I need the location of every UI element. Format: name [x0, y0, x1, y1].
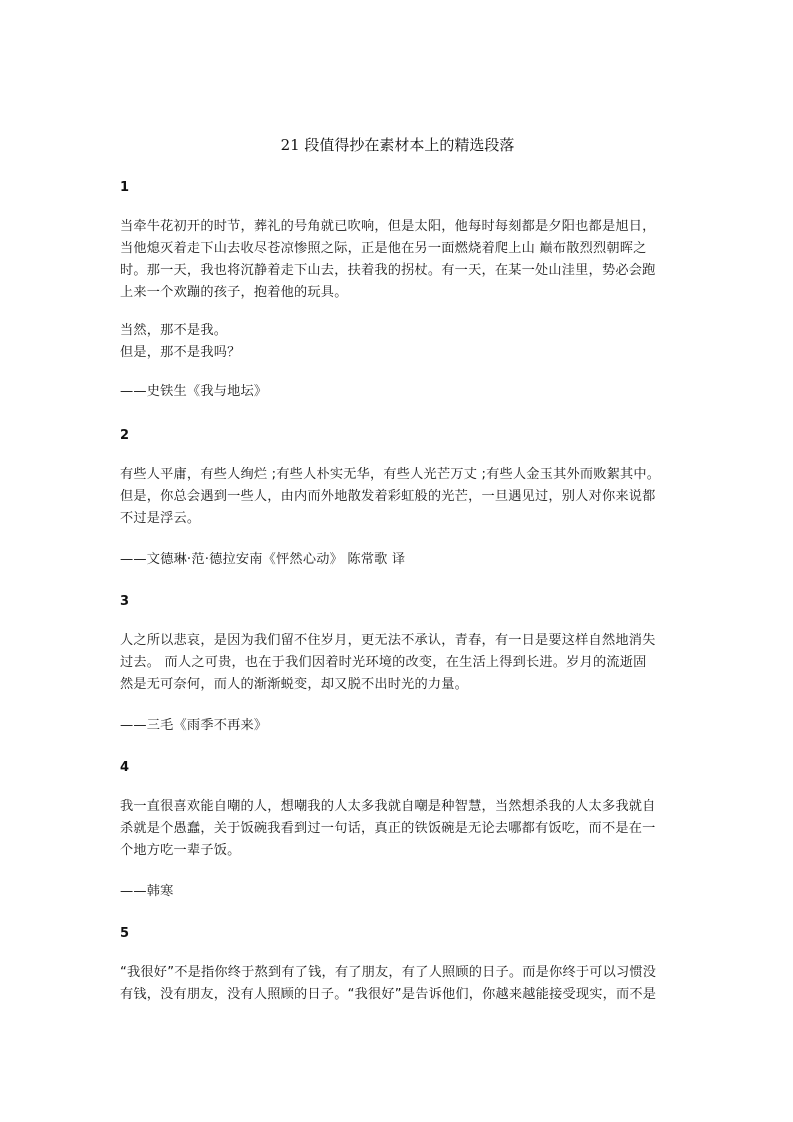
paragraph-line: “我很好”不是指你终于熬到有了钱，有了朋友，有了人照顾的日子。而是你终于可以习惯没 [120, 965, 657, 980]
section-number: 1 [120, 180, 130, 195]
section-number: 2 [120, 428, 130, 443]
attribution: ——史铁生《我与地坛》 [120, 384, 268, 399]
paragraph-line: 时。那一天，我也将沉静着走下山去，扶着我的拐杖。有一天，在某一处山洼里，势必会跑 [120, 263, 656, 278]
paragraph-line: 我一直很喜欢能自嘲的人，想嘲我的人太多我就自嘲是种智慧，当然想杀我的人太多我就自 [120, 799, 656, 814]
paragraph-line: 不过是浮云。 [120, 511, 201, 526]
attribution: ——文德琳·范·德拉安南《怦然心动》 陈常歌 译 [120, 552, 406, 567]
paragraph-line: 过去。 而人之可贵，也在于我们因着时光环境的改变，在生活上得到长进。岁月的流逝固 [120, 655, 647, 670]
paragraph-line: 当牵牛花初开的时节，葬礼的号角就已吹响，但是太阳，他每时每刻都是夕阳也都是旭日， [120, 219, 656, 234]
section-extra-lines [120, 320, 675, 364]
section-number: 5 [120, 926, 130, 941]
section-paragraph [120, 962, 675, 1006]
section-paragraph [120, 796, 675, 862]
section-number: 3 [120, 594, 130, 609]
paragraph-line: 当他熄灭着走下山去收尽苍凉惨照之际，正是他在另一面燃烧着爬上山 巅布散烈烈朝晖之 [120, 241, 647, 256]
section-number: 4 [120, 760, 130, 775]
attribution: ——三毛《雨季不再来》 [120, 718, 268, 733]
section-paragraph [120, 630, 675, 696]
section-paragraph [120, 464, 675, 530]
paragraph-line: 人之所以悲哀，是因为我们留不住岁月，更无法不承认，青春，有一日是要这样自然地消失 [120, 633, 656, 648]
attribution: ——韩寒 [120, 884, 174, 899]
paragraph-line: 但是，那不是我吗？ [120, 345, 241, 360]
paragraph-line: 当然，那不是我。 [120, 323, 228, 338]
paragraph-line: 上来一个欢蹦的孩子，抱着他的玩具。 [120, 285, 348, 300]
paragraph-line: 但是，你总会遇到一些人，由内而外地散发着彩虹般的光芒，一旦遇见过，别人对你来说都 [120, 489, 656, 504]
paragraph-line: 然是无可奈何，而人的渐渐蜕变，却又脱不出时光的力量。 [120, 677, 469, 692]
paragraph-line: 个地方吃一辈子饭。 [120, 843, 241, 858]
paragraph-line: 有些人平庸，有些人绚烂 ;有些人朴实无华，有些人光芒万丈 ;有些人金玉其外而败絮其中。 [120, 467, 661, 482]
paragraph-line: 杀就是个愚蠢，关于饭碗我看到过一句话，真正的铁饭碗是无论去哪都有饭吃，而不是在一 [120, 821, 656, 836]
paragraph-line: 有钱，没有朋友，没有人照顾的日子。“我很好”是告诉他们，你越来越能接受现实，而不是 [120, 987, 657, 1002]
section-paragraph [120, 216, 675, 304]
document-title: 21 段值得抄在素材本上的精选段落 [280, 136, 515, 154]
